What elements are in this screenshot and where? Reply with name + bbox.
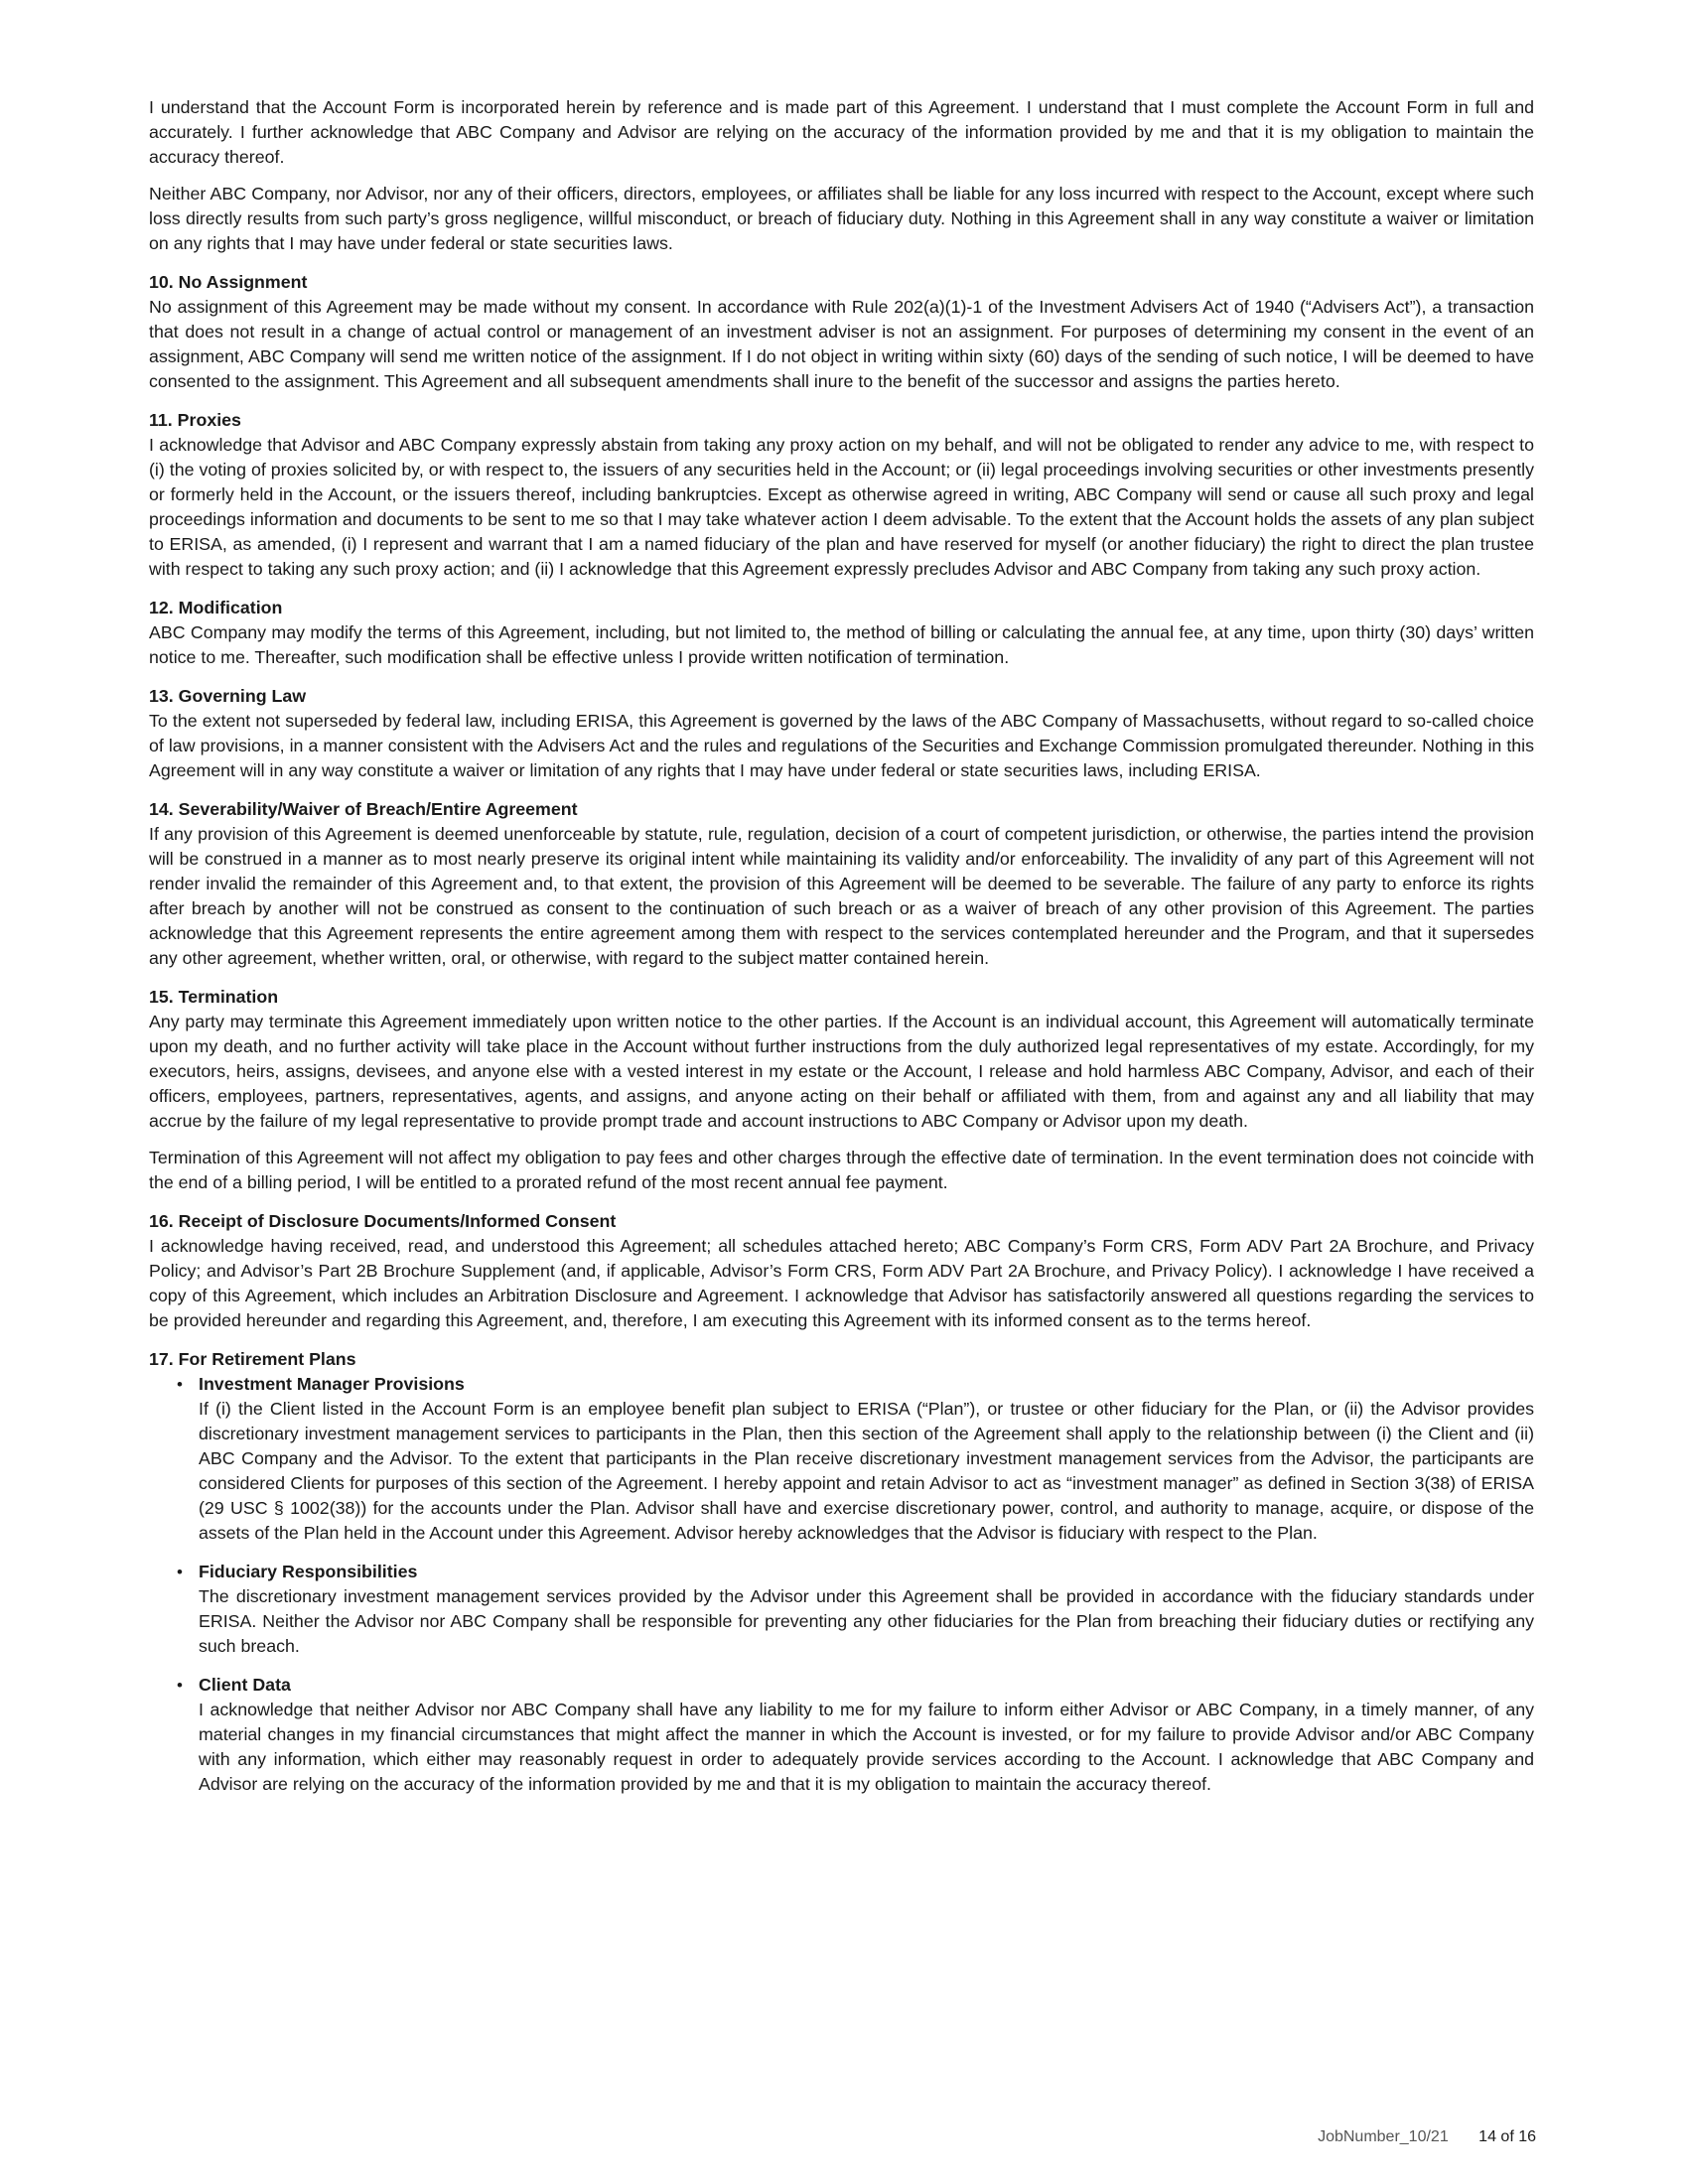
section-heading: 13. Governing Law	[149, 686, 307, 706]
bullet-text: The discretionary investment management services provided by the Advisor under this Agreement shall be provided in accordance with the fiduciary standards under ERISA. Neither the Advisor nor ABC Company shall be responsible for preventing any other fiduciaries for the Plan from breaching their fiduciary duties or rectifying any such breach.	[199, 1586, 1534, 1656]
page-number: 14 of 16	[1478, 2128, 1536, 2145]
section-heading: 10. No Assignment	[149, 272, 308, 292]
section-paragraph: I acknowledge that Advisor and ABC Company expressly abstain from taking any proxy action on my behalf, and will not be obligated to render any advice to me, with respect to (i) the voting of proxies solicited by, or with respect to, the issuers of any securities held in the Account; or (ii) legal proceedings involving securities or other investments presently or formerly held in the Account, or the issuers thereof, including bankruptcies. Except as otherwise agreed in writing, ABC Company will send or cause all such proxy and legal proceedings information and documents to be sent to me so that I may take whatever action I deem advisable. To the extent that the Account holds the assets of any plan subject to ERISA, as amended, (i) I represent and warrant that I am a named fiduciary of the plan and have reserved for myself (or another fiduciary) the right to direct the plan trustee with respect to taking any such proxy action; and (ii) I acknowledge that this Agreement expressly precludes Advisor and ABC Company from taking any such proxy action.	[149, 435, 1534, 579]
retirement-bullet-list	[149, 1372, 1534, 1797]
section-heading: 14. Severability/Waiver of Breach/Entire Agreement	[149, 799, 578, 819]
bullet-icon: •	[177, 1375, 183, 1394]
bullet-icon: •	[177, 1676, 183, 1695]
bullet-title: Client Data	[199, 1675, 291, 1695]
section-paragraph: I acknowledge having received, read, and understood this Agreement; all schedules attached hereto; ABC Company’s Form CRS, Form ADV Part 2A Brochure, and Privacy Policy; and Advisor’s Part 2B Brochure Supplement (and, if applicable, Advisor’s Form CRS, Form ADV Part 2A Brochure, and Privacy Policy). I acknowledge I have received a copy of this Agreement, which includes an Arbitration Disclosure and Agreement. I acknowledge that Advisor has satisfactorily answered all questions regarding the services to be provided hereunder and regarding this Agreement, and, therefore, I am executing this Agreement with its informed consent as to the terms hereof.	[149, 1236, 1534, 1330]
job-number: JobNumber_10/21	[1318, 2128, 1449, 2145]
section-paragraph: To the extent not superseded by federal law, including ERISA, this Agreement is governed by the laws of the ABC Company of Massachusetts, without regard to so-called choice of law provisions, in a manner consistent with the Advisers Act and the rules and regulations of the Securities and Exchange Commission promulgated thereunder. Nothing in this Agreement will in any way constitute a waiver or limitation of any rights that I may have under federal or state securities laws, including ERISA.	[149, 711, 1534, 780]
section-severability	[149, 797, 1534, 971]
list-item	[149, 1673, 1534, 1797]
section-modification	[149, 596, 1534, 670]
section-paragraph: No assignment of this Agreement may be made without my consent. In accordance with Rule 202(a)(1)-1 of the Investment Advisers Act of 1940 (“Advisers Act”), a transaction that does not result in a change of actual control or management of an investment adviser is not an assignment. For purposes of determining my consent in the event of an assignment, ABC Company will send me written notice of the assignment. If I do not object in writing within sixty (60) days of the sending of such notice, I will be deemed to have consented to the assignment. This Agreement and all subsequent amendments shall inure to the benefit of the successor and assigns the parties hereto.	[149, 297, 1534, 391]
section-disclosure-documents	[149, 1209, 1534, 1333]
bullet-title: Fiduciary Responsibilities	[199, 1562, 418, 1581]
list-item	[149, 1560, 1534, 1659]
section-termination	[149, 985, 1534, 1195]
section-paragraph: Any party may terminate this Agreement immediately upon written notice to the other parties. If the Account is an individual account, this Agreement will automatically terminate upon my death, and no further activity will take place in the Account without further instructions from the duly authorized legal representatives of my estate. Accordingly, for my executors, heirs, assigns, devisees, and anyone else with a vested interest in my estate or the Account, I release and hold harmless ABC Company, Advisor, and each of their officers, employees, partners, representatives, agents, and assigns, and anyone acting on their behalf or affiliated with them, from and against any and all liability that may accrue by the failure of my legal representative to provide prompt trade and account instructions to ABC Company or Advisor upon my death.	[149, 1012, 1534, 1131]
section-heading: 16. Receipt of Disclosure Documents/Informed Consent	[149, 1211, 617, 1231]
section-retirement-plans	[149, 1347, 1534, 1797]
section-proxies	[149, 408, 1534, 582]
section-heading: 17. For Retirement Plans	[149, 1349, 356, 1369]
page-footer	[1318, 2127, 1536, 2147]
section-heading: 15. Termination	[149, 987, 279, 1007]
intro-block	[149, 95, 1534, 256]
section-paragraph: ABC Company may modify the terms of this Agreement, including, but not limited to, the method of billing or calculating the annual fee, at any time, upon thirty (30) days’ written notice to me. Thereafter, such modification shall be effective unless I provide written notification of termination.	[149, 622, 1534, 667]
bullet-text: I acknowledge that neither Advisor nor ABC Company shall have any liability to me for my failure to inform either Advisor or ABC Company, in a timely manner, of any material changes in my financial circumstances that might affect the manner in which the Account is invested, or for my failure to provide Advisor and/or ABC Company with any information, which either may reasonably request in order to adequately provide services according to the Account. I acknowledge that ABC Company and Advisor are relying on the accuracy of the information provided by me and that it is my obligation to maintain the accuracy thereof.	[199, 1700, 1534, 1794]
section-heading: 11. Proxies	[149, 410, 241, 430]
bullet-title: Investment Manager Provisions	[199, 1374, 465, 1394]
list-item	[149, 1372, 1534, 1546]
section-governing-law	[149, 684, 1534, 783]
bullet-icon: •	[177, 1563, 183, 1581]
intro-paragraph: Neither ABC Company, nor Advisor, nor any of their officers, directors, employees, or affiliates shall be liable for any loss incurred with respect to the Account, except where such loss directly results from such party’s gross negligence, willful misconduct, or breach of fiduciary duty. Nothing in this Agreement shall in any way constitute a waiver or limitation on any rights that I may have under federal or state securities laws.	[149, 184, 1534, 253]
section-heading: 12. Modification	[149, 598, 283, 617]
section-paragraph: Termination of this Agreement will not affect my obligation to pay fees and other charges through the effective date of termination. In the event termination does not coincide with the end of a billing period, I will be entitled to a prorated refund of the most recent annual fee payment.	[149, 1148, 1534, 1192]
intro-paragraph: I understand that the Account Form is incorporated herein by reference and is made part of this Agreement. I understand that I must complete the Account Form in full and accurately. I further acknowledge that ABC Company and Advisor are relying on the accuracy of the information provided by me and that it is my obligation to maintain the accuracy thereof.	[149, 97, 1534, 167]
section-paragraph: If any provision of this Agreement is deemed unenforceable by statute, rule, regulation, decision of a court of competent jurisdiction, or otherwise, the parties intend the provision will be construed in a manner as to most nearly preserve its original intent while maintaining its validity and/or enforceability. The invalidity of any part of this Agreement will not render invalid the remainder of this Agreement and, to that extent, the provision of this Agreement will be deemed to be severable. The failure of any party to enforce its rights after breach by another will not be construed as consent to the continuation of such breach or as a waiver of breach of any other provision of this Agreement. The parties acknowledge that this Agreement represents the entire agreement among them with respect to the services contemplated hereunder and the Program, and that it supersedes any other agreement, whether written, oral, or otherwise, with regard to the subject matter contained herein.	[149, 824, 1534, 968]
document-page	[149, 95, 1534, 1811]
bullet-text: If (i) the Client listed in the Account Form is an employee benefit plan subject to ERISA (“Plan”), or trustee or other fiduciary for the Plan, or (ii) the Advisor provides discretionary investment management services to participants in the Plan, then this section of the Agreement shall apply to the relationship between (i) the Client and (ii) ABC Company and the Advisor. To the extent that participants in the Plan receive discretionary investment management services from the Advisor, the participants are considered Clients for purposes of this section of the Agreement. I hereby appoint and retain Advisor to act as “investment manager” as defined in Section 3(38) of ERISA (29 USC § 1002(38)) for the accounts under the Plan. Advisor shall have and exercise discretionary power, control, and authority to manage, acquire, or dispose of the assets of the Plan held in the Account under this Agreement. Advisor hereby acknowledges that the Advisor is fiduciary with respect to the Plan.	[199, 1399, 1534, 1543]
section-no-assignment	[149, 270, 1534, 394]
